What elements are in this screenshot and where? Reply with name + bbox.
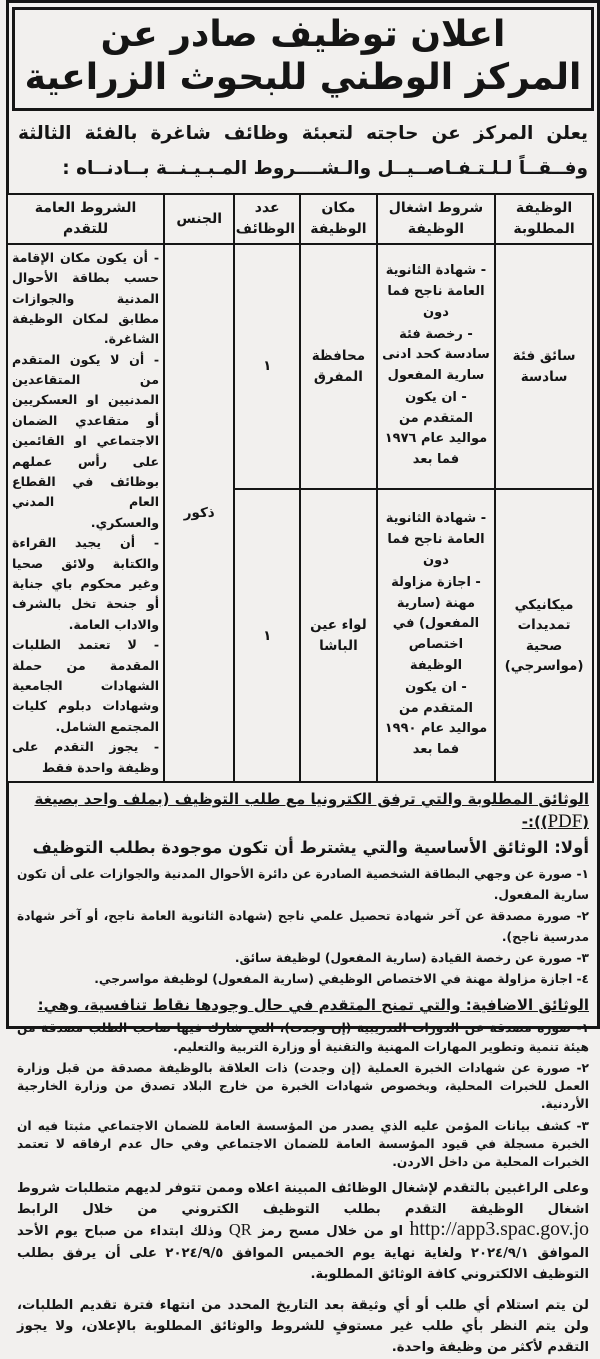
table-row-driver (7, 244, 593, 490)
condition-item: - شهادة الثانوية العامة ناجح فما دون (385, 263, 487, 320)
application-text-1: وعلى الراغبين بالتقدم لإشغال الوظائف المبينة اعلاه وممن تتوفر لديهم متطلبات شروط اشغال الوظيفة التقدم بطلب التوظيف الكتروني من خلال الرابط (17, 1180, 589, 1218)
condition-item: - ان يكون المتقدم من مواليد عام ١٩٩٠ فما بعد (384, 679, 488, 758)
basic-documents-heading: أولا: الوثائق الأساسية والتي يشترط أن تكون موجودة بطلب التوظيف (32, 838, 589, 858)
cell-location-plumber: لواء عين الباشا (300, 489, 377, 781)
cell-job-driver: سائق فئة سادسة (495, 244, 593, 490)
basic-document-item: ١- صورة عن وجهي البطاقة الشخصية الصادرة عن دائرة الأحوال المدنية والجوازات على أن تكون سارية المفعول. (17, 867, 589, 903)
general-condition-item: - أن لا يكون المتقدم من المتقاعدين المدنيين او العسكريين أو متقاعدي الضمان الاجتماعي او القائمين على رأس عملهم بوظائف في القطاع العام المدني والعسكري. (12, 351, 160, 530)
basic-document-item: ٣- صورة عن رخصة القيادة (سارية المفعول) لوظيفة سائق. (234, 951, 589, 966)
general-condition-item: - يجوز التقدم على وظيفة واحدة فقط (12, 739, 160, 775)
condition-item: - شهادة الثانوية العامة ناجح فما دون (385, 511, 487, 568)
header-general-conditions: الشروط العامة للتقدم (7, 194, 164, 244)
required-documents-heading-text: الوثائق المطلوبة والتي ترفق الكترونيا مع طلب التوظيف (بملف واحد بصيغة ( (34, 789, 589, 832)
cell-gender: ذكور (164, 244, 234, 782)
application-text-2: او من خلال مسح رمز (251, 1224, 410, 1240)
closing-paragraph: لن يتم استلام أي طلب أو أي وثيقة بعد التاريخ المحدد من انتهاء فترة تقديم الطلبات، ولن يتم النظر بأي طلب غير مستوفٍ للشروط والوثائق المطلوبة بالإعلان، ولا يجوز التقدم لأكثر من وظيفة واحدة. (17, 1297, 589, 1356)
intro-line-2: وفــقــاً لـلـتـفـاصــيــل والـشــــروط المـبـيـنــة بــادنــاه : (62, 158, 588, 180)
general-condition-item: - أن يجيد القراءة والكتابة ولائق صحيا وغير محكوم باي جناية أو جنحة تخل بالشرف والاداب العامة. (12, 535, 160, 632)
basic-document-item: ٤- اجازة مزاولة مهنة في الاختصاص الوظيفي (سارية المفعول) لوظيفة مواسرجي. (94, 972, 589, 987)
cell-conditions-plumber (377, 489, 495, 781)
table-header-row (7, 194, 593, 244)
intro-line-1: يعلن المركز عن حاجته لتعبئة وظائف شاغرة بالفئة الثالثة (18, 123, 588, 145)
required-documents-heading (17, 788, 589, 835)
basic-document-item: ٢- صورة مصدقة عن آخر شهادة تحصيل علمي ناجح (شهادة الثانوية العامة ناجح، أو آخر شهادة مدرسية ناجح). (17, 909, 589, 945)
cell-count-driver: ١ (234, 244, 300, 490)
qr-code-label: QR (228, 1220, 252, 1240)
documents-section (17, 788, 589, 1359)
condition-item: - رخصة فئة سادسة كحد ادنى سارية المفعول (382, 326, 490, 384)
additional-document-item: ٣- كشف بيانات المؤمن عليه الذي يصدر من المؤسسة العامة للضمان الاجتماعي مثبتا فيه ان الخبرة مسجلة في قيود المؤسسة العامة للضمان الاجتماعي وفي حال عدم ارفاقه لا تعتمد الخبرات المحلية من داخل الاردن. (17, 1118, 589, 1170)
general-condition-item: - أن يكون مكان الإقامة حسب بطاقة الأحوال المدنية والجوازات مطابق لمكان الوظيفة الشاغرة. (12, 249, 160, 347)
header-gender: الجنس (164, 194, 234, 244)
cell-count-plumber: ١ (234, 489, 300, 781)
cell-conditions-driver (377, 244, 495, 490)
cell-location-driver: محافظة المفرق (300, 244, 377, 490)
condition-item: - اجازة مزاولة مهنة (سارية المفعول) في اختصاص الوظيفة (391, 574, 481, 673)
application-text-3: وذلك ابتداء من صباح يوم الأحد الموافق ٢٠٢٤/٩/١ ولغاية نهاية يوم الخميس الموافق ٢٠٢٤/٩/٥ على أن يرفق بطلب التوظيف الالكتروني كافة الوثائق المطلوبة. (17, 1224, 589, 1283)
condition-item: - ان يكون المتقدم من مواليد عام ١٩٧٦ فما بعد (384, 389, 488, 468)
general-condition-item: - لا تعتمد الطلبات المقدمة من حملة الشهادات الجامعية وشهادات دبلوم كليات المجتمع الشامل. (12, 637, 160, 734)
title-box (12, 7, 594, 111)
additional-documents-heading: الوثائق الاضافية: والتي تمنح المتقدم في حال وجودها نقاط تنافسية، وهي: (37, 996, 589, 1015)
title-line-2: المركز الوطني للبحوث الزراعية (24, 57, 582, 99)
cell-job-plumber: ميكانيكي تمديدات صحية (مواسرجي) (495, 489, 593, 781)
header-job: الوظيفة المطلوبة (495, 194, 593, 244)
cell-general-conditions (7, 244, 164, 782)
additional-document-item: ٢- صورة عن شهادات الخبرة العملية (إن وجدت) ذات العلاقة بالوظيفة مصدقة من قبل وزارة العمل للخبرات المحلية، وبخصوص شهادات الخبرة من خارج البلاد تصدق من وزارة الخارجية الأردنية. (17, 1060, 589, 1112)
application-paragraph (17, 1178, 589, 1286)
required-documents-heading-tail: )):- (521, 813, 548, 832)
header-location: مكان الوظيفة (300, 194, 377, 244)
intro-paragraph (18, 116, 588, 185)
pdf-label: PDF (547, 811, 583, 833)
additional-document-item: ١- صورة مصدقة عن الدورات التدريبية (إن وجدت)، التي شارك فيها صاحب الطلب مصدقة من هيئة تنمية وتطوير المهارات المهنية والتقنية أو وزارة التربية والتعليم. (17, 1021, 589, 1054)
application-url: http://app3.spac.gov.jo (409, 1218, 589, 1241)
title-line-1: اعلان توظيف صادر عن (100, 14, 506, 55)
header-conditions: شروط اشغال الوظيفة (377, 194, 495, 244)
header-count: عدد الوظائف (234, 194, 300, 244)
jobs-table (6, 193, 594, 783)
announcement-page (6, 0, 600, 1356)
